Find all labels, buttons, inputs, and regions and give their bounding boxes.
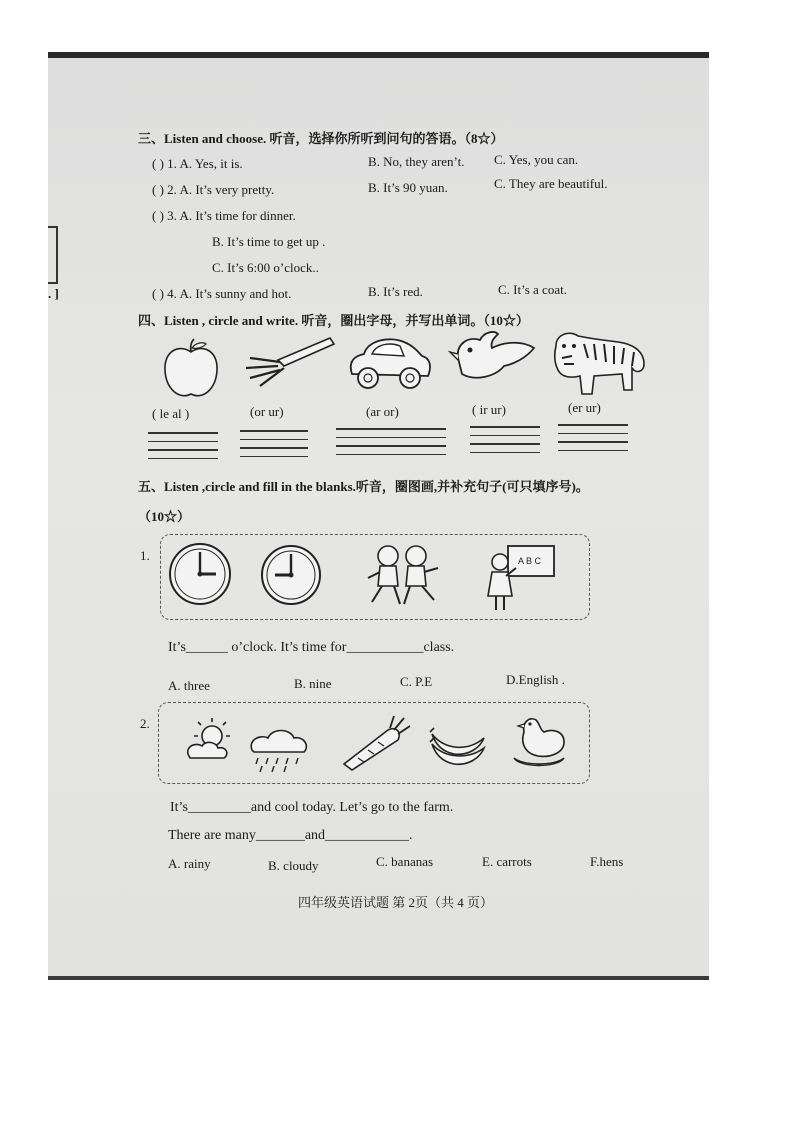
section4-title: 四、Listen , circle and write. 听音，圈出字母，并写出单词。（10☆） [138, 313, 529, 328]
section5-points: （10☆） [138, 509, 191, 524]
s3-item2-b: B. It’s 90 yuan. [368, 180, 448, 195]
page-footer: 四年级英语试题 第 2页（共 4 页） [298, 895, 494, 910]
rainy-cloud-icon [246, 722, 312, 774]
q2-number: 2. [140, 716, 150, 731]
bird-icon [448, 328, 538, 388]
q2-choice-c: C. bananas [376, 854, 434, 869]
clock-three-icon [168, 542, 232, 606]
s3-item4-c: C. It’s a coat. [498, 282, 567, 297]
s4-writing-lines-4 [470, 426, 540, 460]
section5-title: 五、Listen ,circle and fill in the blanks.听音，圈图画,并补充句子(可只填序号)。 [138, 479, 589, 494]
apple-icon [160, 338, 222, 402]
s3-item2-a: ( ) 2. A. It’s very pretty. [152, 182, 275, 197]
s3-item1-b: B. No, they aren’t. [368, 154, 465, 169]
clock-nine-icon [260, 544, 322, 606]
s4-option-4: ( ir ur) [472, 402, 506, 417]
s4-option-3: (ar or) [366, 404, 399, 419]
exam-page-photo [48, 52, 709, 980]
s3-item4-a: ( ) 4. A. It’s sunny and hot. [152, 286, 292, 301]
s3-item3-b: B. It’s time to get up . [212, 234, 326, 249]
english-teacher-icon [484, 542, 558, 614]
page-edge-mark [48, 226, 58, 284]
s3-item3-c: C. It’s 6:00 o’clock.. [212, 260, 319, 275]
sunny-cloud-icon [182, 714, 240, 768]
s4-option-2: (or ur) [250, 404, 284, 419]
s3-item3-a: ( ) 3. A. It’s time for dinner. [152, 208, 296, 223]
q2-choice-b: B. cloudy [268, 858, 319, 873]
tiger-icon [548, 328, 650, 398]
q1-sentence: It’s______ o’clock. It’s time for___________class. [168, 640, 455, 655]
s3-item1-c: C. Yes, you can. [494, 152, 579, 167]
s4-writing-lines-1 [148, 432, 218, 466]
q1-choice-b: B. nine [294, 676, 332, 691]
pe-children-icon [366, 542, 440, 608]
q1-choice-a: A. three [168, 678, 210, 693]
svg-text:A B C: A B C [518, 556, 542, 566]
carrot-icon [338, 714, 412, 774]
q1-choice-d: D.English . [506, 672, 565, 687]
s3-item4-b: B. It’s red. [368, 284, 423, 299]
q1-choice-c: C. P.E [400, 674, 433, 689]
section3-title: 三、Listen and choose. 听音，选择你所听到问句的答语。（8☆） [138, 131, 504, 146]
q2-choice-e: E. carrots [482, 854, 532, 869]
q2-choice-a: A. rainy [168, 856, 211, 871]
hen-icon [510, 710, 568, 770]
s4-option-5: (er ur) [568, 400, 601, 415]
q2-choice-f: F.hens [590, 854, 624, 869]
margin-mark: . ] [48, 286, 59, 301]
s4-writing-lines-2 [240, 430, 308, 464]
fork-icon [240, 332, 336, 388]
q2-sentence-2: There are many_______and____________. [168, 828, 413, 843]
q2-sentence-1: It’s_________and cool today. Let’s go to the farm. [170, 800, 454, 815]
car-icon [344, 332, 434, 394]
s4-writing-lines-3 [336, 428, 446, 462]
bananas-icon [428, 724, 488, 770]
s3-item2-c: C. They are beautiful. [494, 176, 608, 191]
s3-item1-a: ( ) 1. A. Yes, it is. [152, 156, 243, 171]
q1-number: 1. [140, 548, 150, 563]
s4-option-1: ( le al ) [152, 406, 190, 421]
s4-writing-lines-5 [558, 424, 628, 458]
